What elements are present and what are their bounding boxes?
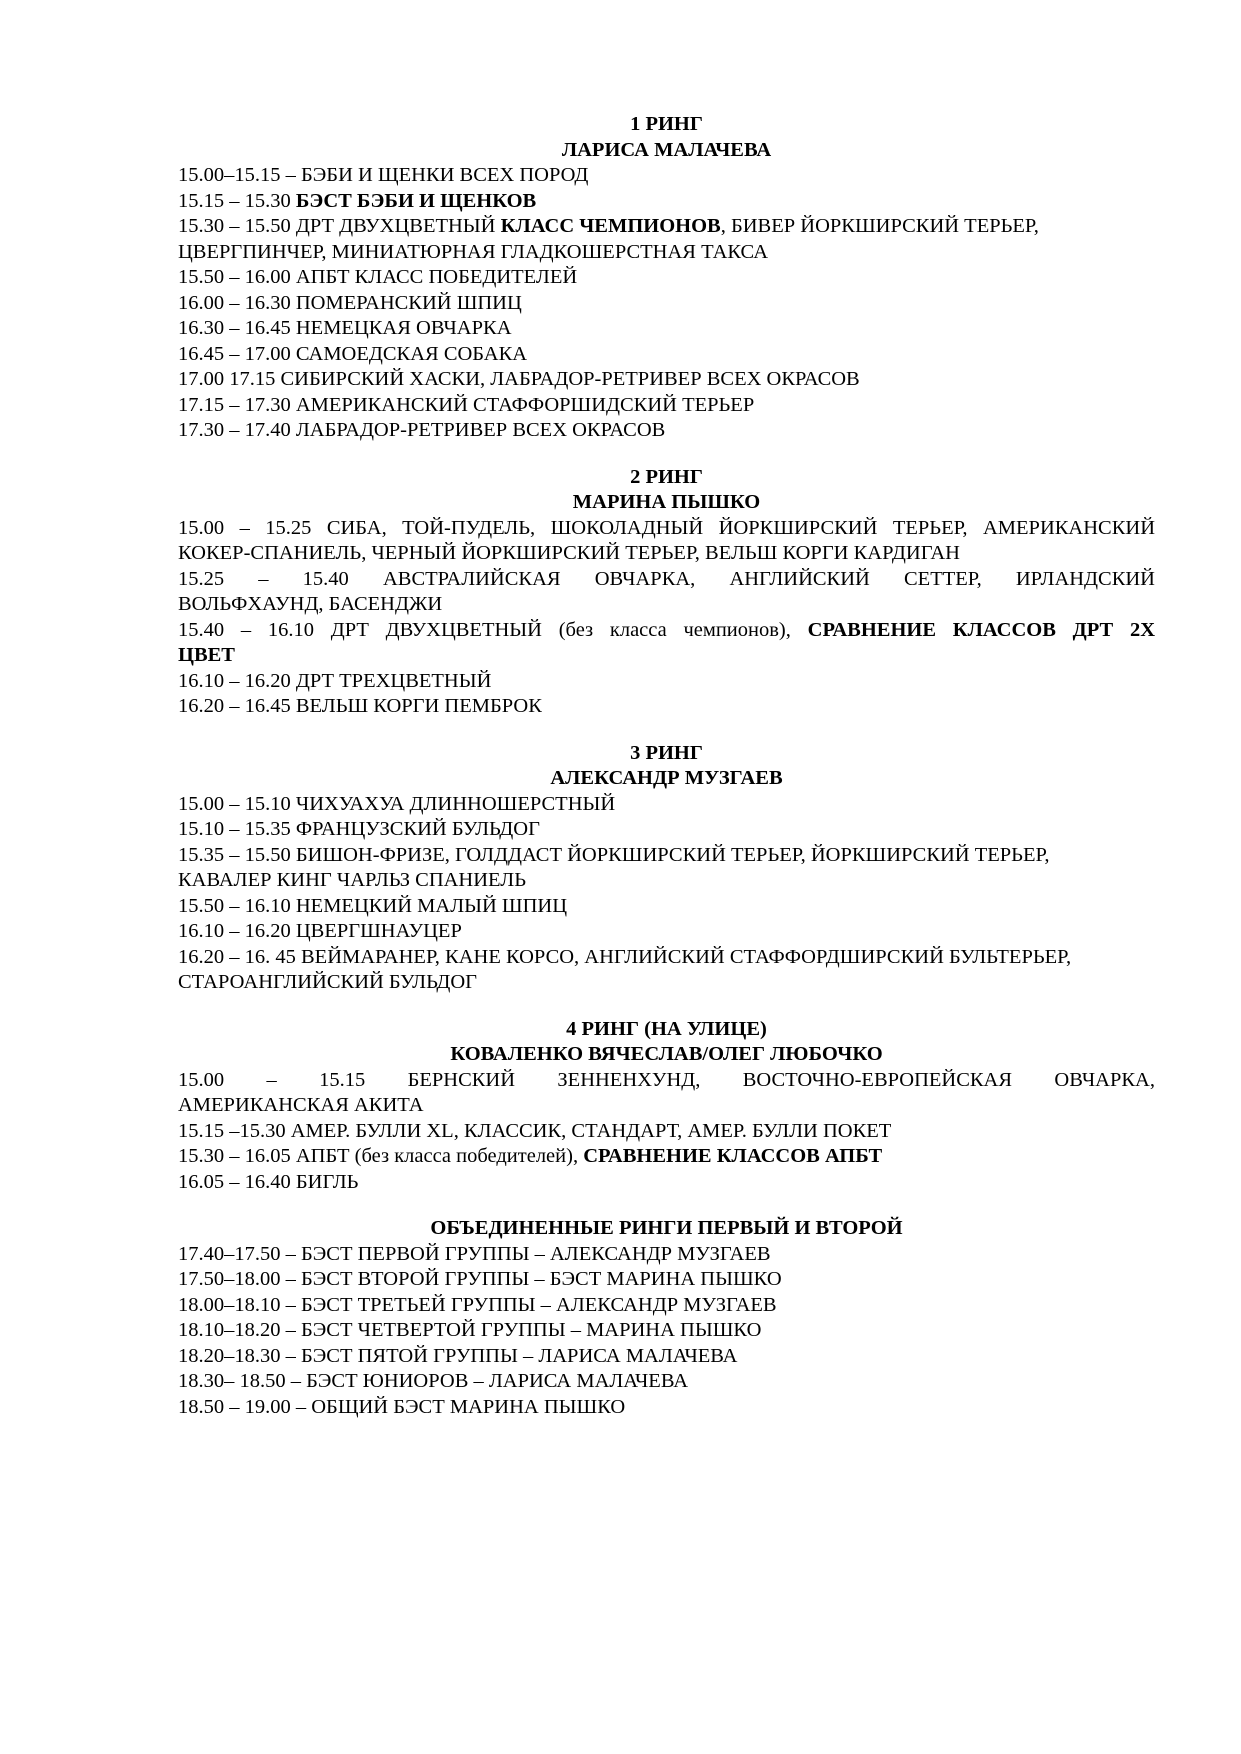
schedule-line — [178, 694, 1155, 720]
bold-segment: СРАВНЕНИЕ КЛАССОВ ДРТ 2Х — [807, 618, 1155, 641]
sections — [178, 112, 1155, 1420]
schedule-line — [178, 1318, 1155, 1344]
schedule-line — [178, 240, 1155, 266]
schedule-line — [178, 817, 1155, 843]
schedule-line — [178, 592, 1155, 618]
text-segment: 15.15 –15.30 АМЕР. БУЛЛИ XL, КЛАССИК, СТАНДАРТ, АМЕР. БУЛЛИ ПОКЕТ — [178, 1119, 892, 1142]
text-segment: 15.30 – 15.50 ДРТ ДВУХЦВЕТНЫЙ — [178, 215, 501, 237]
schedule-line — [178, 919, 1155, 945]
text-segment: ЦВЕРГПИНЧЕР, МИНИАТЮРНАЯ ГЛАДКОШЕРСТНАЯ ТАКСА — [178, 240, 768, 263]
schedule-line — [178, 1344, 1155, 1370]
schedule-line — [178, 163, 1155, 189]
text-segment: 16.20 – 16. 45 ВЕЙМАРАНЕР, КАНЕ КОРСО, АНГЛИЙСКИЙ СТАФФОРДШИРСКИЙ БУЛЬТЕРЬЕР, — [178, 945, 1072, 968]
schedule-line — [178, 316, 1155, 342]
text-segment: 16.30 – 16.45 НЕМЕЦКАЯ ОВЧАРКА — [178, 317, 512, 339]
schedule-line — [178, 1119, 1155, 1145]
schedule-line — [178, 214, 1155, 240]
bold-segment: СРАВНЕНИЕ КЛАССОВ АПБТ — [583, 1145, 883, 1167]
schedule-line — [178, 945, 1155, 971]
text-segment: 15.00 – 15.15 БЕРНСКИЙ ЗЕННЕНХУНД, ВОСТОЧНО-ЕВРОПЕЙСКАЯ ОВЧАРКА, — [178, 1068, 1155, 1091]
ring-judge: МАРИНА ПЫШКО — [572, 491, 761, 513]
text-segment: 15.15 – 15.30 — [178, 189, 296, 212]
text-segment: СТАРОАНГЛИЙСКИЙ БУЛЬДОГ — [178, 971, 477, 993]
schedule-line — [178, 541, 1155, 567]
schedule-line — [178, 669, 1155, 695]
text-segment: 17.50–18.00 – БЭСТ ВТОРОЙ ГРУППЫ – БЭСТ МАРИНА ПЫШКО — [178, 1268, 782, 1290]
ring-section — [178, 465, 1155, 720]
text-segment: 16.10 – 16.20 ЦВЕРГШНАУЦЕР — [178, 920, 462, 942]
ring-judge: КОВАЛЕНКО ВЯЧЕСЛАВ/ОЛЕГ ЛЮБОЧКО — [450, 1043, 883, 1065]
text-segment: ВОЛЬФХАУНД, БАСЕНДЖИ — [178, 593, 443, 615]
schedule-line — [178, 342, 1155, 368]
schedule-line — [178, 970, 1155, 996]
text-segment: 18.30– 18.50 – БЭСТ ЮНИОРОВ – ЛАРИСА МАЛАЧЕВА — [178, 1370, 689, 1392]
schedule-line — [178, 1144, 1155, 1170]
schedule-line — [178, 1395, 1155, 1421]
text-segment: 16.00 – 16.30 ПОМЕРАНСКИЙ ШПИЦ — [178, 291, 522, 314]
bold-segment: КЛАСС ЧЕМПИОНОВ — [500, 215, 721, 237]
text-segment: АМЕРИКАНСКАЯ АКИТА — [178, 1094, 424, 1116]
text-segment: 17.00 17.15 СИБИРСКИЙ ХАСКИ, ЛАБРАДОР-РЕТРИВЕР ВСЕХ ОКРАСОВ — [178, 368, 860, 390]
ring-section — [178, 741, 1155, 996]
schedule-text-block — [178, 112, 1155, 1420]
text-segment: 15.50 – 16.00 АПБТ КЛАСС ПОБЕДИТЕЛЕЙ — [178, 266, 578, 288]
text-segment: 15.10 – 15.35 ФРАНЦУЗСКИЙ БУЛЬДОГ — [178, 818, 540, 840]
schedule-line — [178, 265, 1155, 291]
ring-judge: ЛАРИСА МАЛАЧЕВА — [561, 138, 772, 161]
ring-judge: АЛЕКСАНДР МУЗГАЕВ — [550, 767, 783, 789]
text-segment: 15.40 – 16.10 ДРТ ДВУХЦВЕТНЫЙ (без класса чемпионов), — [178, 618, 808, 641]
ring-section — [178, 112, 1155, 444]
schedule-line — [178, 868, 1155, 894]
schedule-line — [178, 894, 1155, 920]
schedule-line — [178, 618, 1155, 644]
ring-section — [178, 1216, 1155, 1420]
schedule-line — [178, 291, 1155, 317]
schedule-line — [178, 1369, 1155, 1395]
text-segment: , БИВЕР ЙОРКШИРСКИЙ ТЕРЬЕР, — [720, 215, 1039, 237]
text-segment: КОКЕР-СПАНИЕЛЬ, ЧЕРНЫЙ ЙОРКШИРСКИЙ ТЕРЬЕР, ВЕЛЬШ КОРГИ КАРДИГАН — [178, 542, 960, 564]
schedule-line — [178, 418, 1155, 444]
ring-title: 4 РИНГ (НА УЛИЦЕ) — [566, 1017, 767, 1040]
text-segment: 15.30 – 16.05 АПБТ (без класса победителей), — [178, 1145, 584, 1167]
bold-segment: БЭСТ БЭБИ И ЩЕНКОВ — [295, 189, 537, 212]
text-segment: КАВАЛЕР КИНГ ЧАРЛЬЗ СПАНИЕЛЬ — [178, 869, 526, 891]
text-segment: 18.50 – 19.00 – ОБЩИЙ БЭСТ МАРИНА ПЫШКО — [178, 1395, 626, 1418]
text-segment: 18.00–18.10 – БЭСТ ТРЕТЬЕЙ ГРУППЫ – АЛЕКСАНДР МУЗГАЕВ — [178, 1293, 777, 1316]
text-segment: 17.40–17.50 – БЭСТ ПЕРВОЙ ГРУППЫ – АЛЕКСАНДР МУЗГАЕВ — [178, 1242, 771, 1265]
ring-title: 2 РИНГ — [630, 465, 703, 488]
schedule-line — [178, 516, 1155, 542]
text-segment: 15.35 – 15.50 БИШОН-ФРИЗЕ, ГОЛДДАСТ ЙОРКШИРСКИЙ ТЕРЬЕР, ЙОРКШИРСКИЙ ТЕРЬЕР, — [178, 843, 1050, 866]
text-segment: 15.25 – 15.40 АВСТРАЛИЙСКАЯ ОВЧАРКА, АНГЛИЙСКИЙ СЕТТЕР, ИРЛАНДСКИЙ — [178, 567, 1155, 590]
text-segment: 16.45 – 17.00 САМОЕДСКАЯ СОБАКА — [178, 342, 528, 365]
text-segment: 15.00 – 15.25 СИБА, ТОЙ-ПУДЕЛЬ, ШОКОЛАДНЫЙ ЙОРКШИРСКИЙ ТЕРЬЕР, АМЕРИКАНСКИЙ — [178, 516, 1155, 539]
bold-segment: ЦВЕТ — [178, 644, 235, 666]
text-segment: 15.50 – 16.10 НЕМЕЦКИЙ МАЛЫЙ ШПИЦ — [178, 894, 567, 917]
schedule-line — [178, 393, 1155, 419]
schedule-line — [178, 1267, 1155, 1293]
schedule-line — [178, 1170, 1155, 1196]
schedule-line — [178, 1242, 1155, 1268]
text-segment: 16.05 – 16.40 БИГЛЬ — [178, 1170, 359, 1193]
schedule-line — [178, 843, 1155, 869]
schedule-line — [178, 367, 1155, 393]
ring-title: 1 РИНГ — [630, 113, 703, 135]
schedule-line — [178, 189, 1155, 215]
text-segment: 17.30 – 17.40 ЛАБРАДОР-РЕТРИВЕР ВСЕХ ОКРАСОВ — [178, 419, 666, 441]
schedule-line — [178, 1293, 1155, 1319]
schedule-line — [178, 643, 1155, 669]
text-segment: 15.00–15.15 – БЭБИ И ЩЕНКИ ВСЕХ ПОРОД — [178, 164, 589, 186]
ring-title: ОБЪЕДИНЕННЫЕ РИНГИ ПЕРВЫЙ И ВТОРОЙ — [430, 1217, 903, 1239]
schedule-line — [178, 1093, 1155, 1119]
text-segment: 17.15 – 17.30 АМЕРИКАНСКИЙ СТАФФОРШИДСКИЙ ТЕРЬЕР — [178, 393, 755, 416]
schedule-line — [178, 1068, 1155, 1094]
schedule-line — [178, 567, 1155, 593]
schedule-line — [178, 792, 1155, 818]
text-segment: 18.20–18.30 – БЭСТ ПЯТОЙ ГРУППЫ – ЛАРИСА МАЛАЧЕВА — [178, 1344, 738, 1367]
text-segment: 16.20 – 16.45 ВЕЛЬШ КОРГИ ПЕМБРОК — [178, 695, 542, 717]
ring-title: 3 РИНГ — [630, 741, 703, 764]
text-segment: 18.10–18.20 – БЭСТ ЧЕТВЕРТОЙ ГРУППЫ – МАРИНА ПЫШКО — [178, 1319, 762, 1341]
text-segment: 16.10 – 16.20 ДРТ ТРЕХЦВЕТНЫЙ — [178, 669, 492, 692]
ring-section — [178, 1017, 1155, 1196]
text-segment: 15.00 – 15.10 ЧИХУАХУА ДЛИННОШЕРСТНЫЙ — [178, 792, 616, 815]
